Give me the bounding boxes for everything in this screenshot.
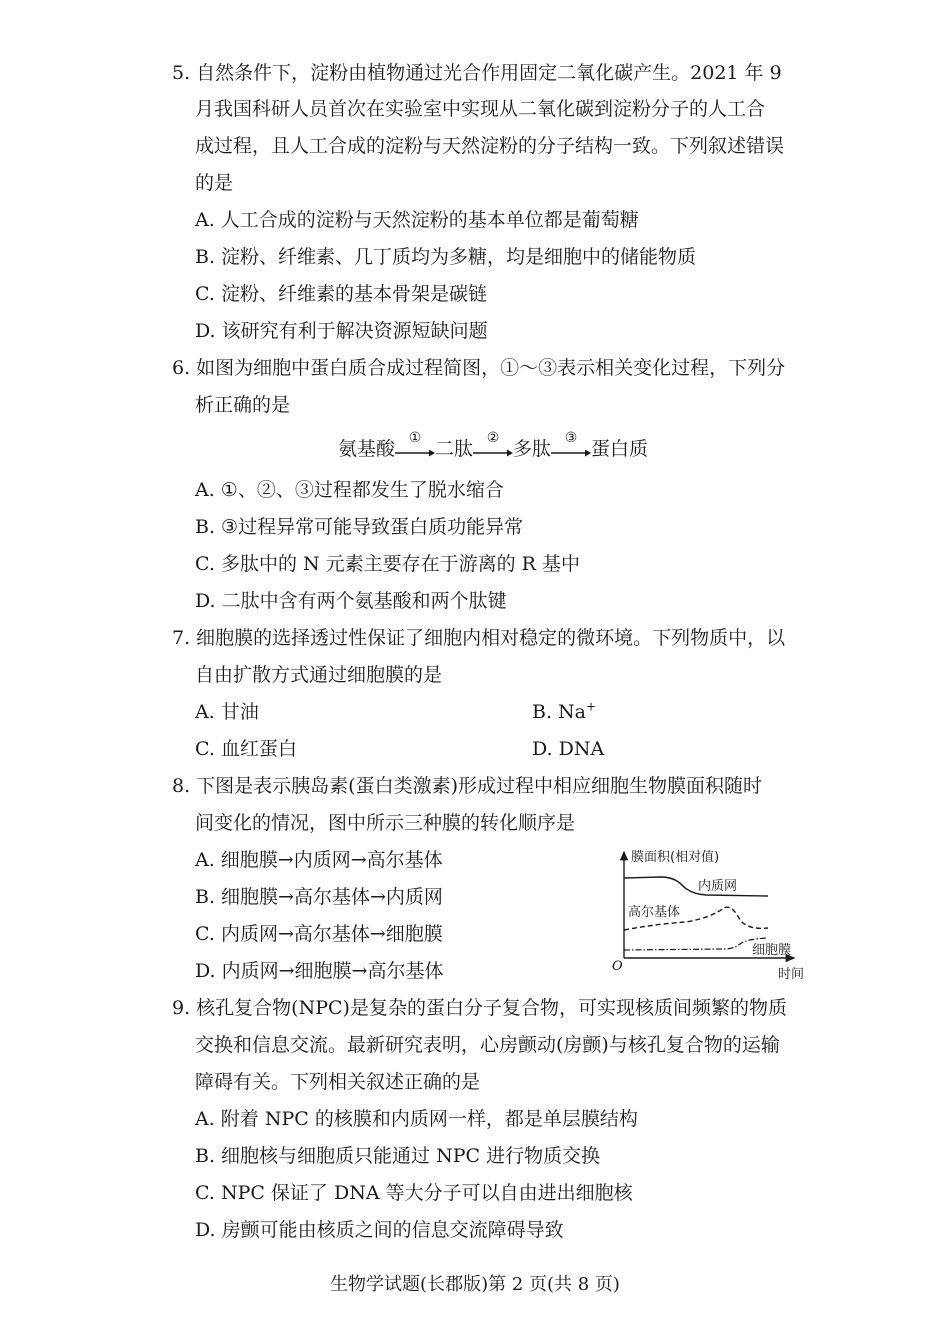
q8-option-d: D. 内质网→细胞膜→高尔基体: [195, 960, 444, 982]
q5-stem-line4: 的是: [195, 172, 234, 194]
q5-option-b: B. 淀粉、纤维素、几丁质均为多糖，均是细胞中的储能物质: [195, 246, 697, 268]
q9-option-a: A. 附着 NPC 的核膜和内质网一样，都是单层膜结构: [195, 1108, 638, 1130]
q9-stem-line3: 障碍有关。下列相关叙述正确的是: [195, 1071, 481, 1093]
y-axis-label: 膜面积(相对值): [631, 850, 720, 865]
q8-stem-line2: 间变化的情况，图中所示三种膜的转化顺序是: [195, 812, 576, 834]
eq-dipeptide: 二肽: [435, 438, 474, 460]
q7-option-b-text: B. Na: [532, 701, 586, 723]
origin-label: O: [612, 959, 623, 974]
q7-option-b-charge: +: [586, 699, 597, 714]
q5-stem-line1: 5. 自然条件下，淀粉由植物通过光合作用固定二氧化碳产生。2021 年 9: [172, 62, 782, 84]
eq-amino-acid: 氨基酸: [338, 438, 396, 460]
curve-er: [624, 877, 768, 896]
q7-option-b: [532, 699, 596, 725]
q7-stem-line2: 自由扩散方式通过细胞膜的是: [195, 664, 443, 686]
q5-option-c: C. 淀粉、纤维素的基本骨架是碳链: [195, 283, 487, 305]
q9-option-c: C. NPC 保证了 DNA 等大分子可以自由进出细胞核: [195, 1182, 633, 1204]
curve-er-label: 内质网: [698, 879, 738, 894]
eq-arrow-3-label: ③: [564, 430, 578, 446]
q9-option-b: B. 细胞核与细胞质只能通过 NPC 进行物质交换: [195, 1145, 601, 1167]
q7-option-a: A. 甘油: [195, 701, 259, 723]
q5-stem-line2: 月我国科研人员首次在实验室中实现从二氧化碳到淀粉分子的人工合: [195, 98, 766, 120]
eq-polypeptide: 多肽: [513, 438, 552, 460]
x-axis-label: 时间: [778, 967, 805, 982]
q5-option-a: A. 人工合成的淀粉与天然淀粉的基本单位都是葡萄糖: [195, 209, 639, 231]
arrow-right-icon: [551, 449, 591, 457]
q6-option-d: D. 二肽中含有两个氨基酸和两个肽键: [195, 590, 507, 612]
q8-option-c: C. 内质网→高尔基体→细胞膜: [195, 923, 443, 945]
curve-golgi-label: 高尔基体: [628, 905, 681, 920]
membrane-area-figure: [606, 840, 806, 985]
q8-option-a: A. 细胞膜→内质网→高尔基体: [195, 849, 443, 871]
page-footer: 生物学试题(长郡版)第 2 页(共 8 页): [330, 1274, 620, 1295]
q8-option-b: B. 细胞膜→高尔基体→内质网: [195, 886, 443, 908]
q7-stem-line1: 7. 细胞膜的选择透过性保证了细胞内相对稳定的微环境。下列物质中，以: [172, 627, 786, 649]
q6-option-b: B. ③过程异常可能导致蛋白质功能异常: [195, 516, 524, 538]
q9-option-d: D. 房颤可能由核质之间的信息交流障碍导致: [195, 1219, 564, 1241]
q9-stem-line1: 9. 核孔复合物(NPC)是复杂的蛋白分子复合物，可实现核质间频繁的物质: [172, 997, 787, 1019]
q7-option-c: C. 血红蛋白: [195, 738, 297, 760]
q6-option-c: C. 多肽中的 N 元素主要存在于游离的 R 基中: [195, 553, 581, 575]
eq-arrow-3: [551, 430, 591, 460]
curve-plasma-membrane-label: 细胞膜: [752, 943, 792, 958]
eq-arrow-1: [395, 430, 435, 460]
synthesis-equation: [338, 430, 649, 462]
q6-stem-line2: 析正确的是: [195, 394, 291, 416]
arrow-right-icon: [473, 449, 513, 457]
eq-arrow-1-label: ①: [408, 430, 422, 446]
eq-arrow-2-label: ②: [486, 430, 500, 446]
q9-stem-line2: 交换和信息交流。最新研究表明，心房颤动(房颤)与核孔复合物的运输: [195, 1034, 780, 1056]
q7-option-d: D. DNA: [532, 738, 605, 760]
eq-arrow-2: [473, 430, 513, 460]
q6-stem-line1: 6. 如图为细胞中蛋白质合成过程简图，①～③表示相关变化过程，下列分: [172, 357, 786, 379]
curve-plasma-membrane: [624, 938, 768, 950]
q5-stem-line3: 成过程，且人工合成的淀粉与天然淀粉的分子结构一致。下列叙述错误: [195, 135, 785, 157]
q5-option-d: D. 该研究有利于解决资源短缺问题: [195, 320, 488, 342]
q6-option-a: A. ①、②、③过程都发生了脱水缩合: [195, 479, 504, 501]
arrow-right-icon: [395, 449, 435, 457]
q8-stem-line1: 8. 下图是表示胰岛素(蛋白类激素)形成过程中相应细胞生物膜面积随时: [172, 775, 762, 797]
eq-protein: 蛋白质: [591, 438, 649, 460]
